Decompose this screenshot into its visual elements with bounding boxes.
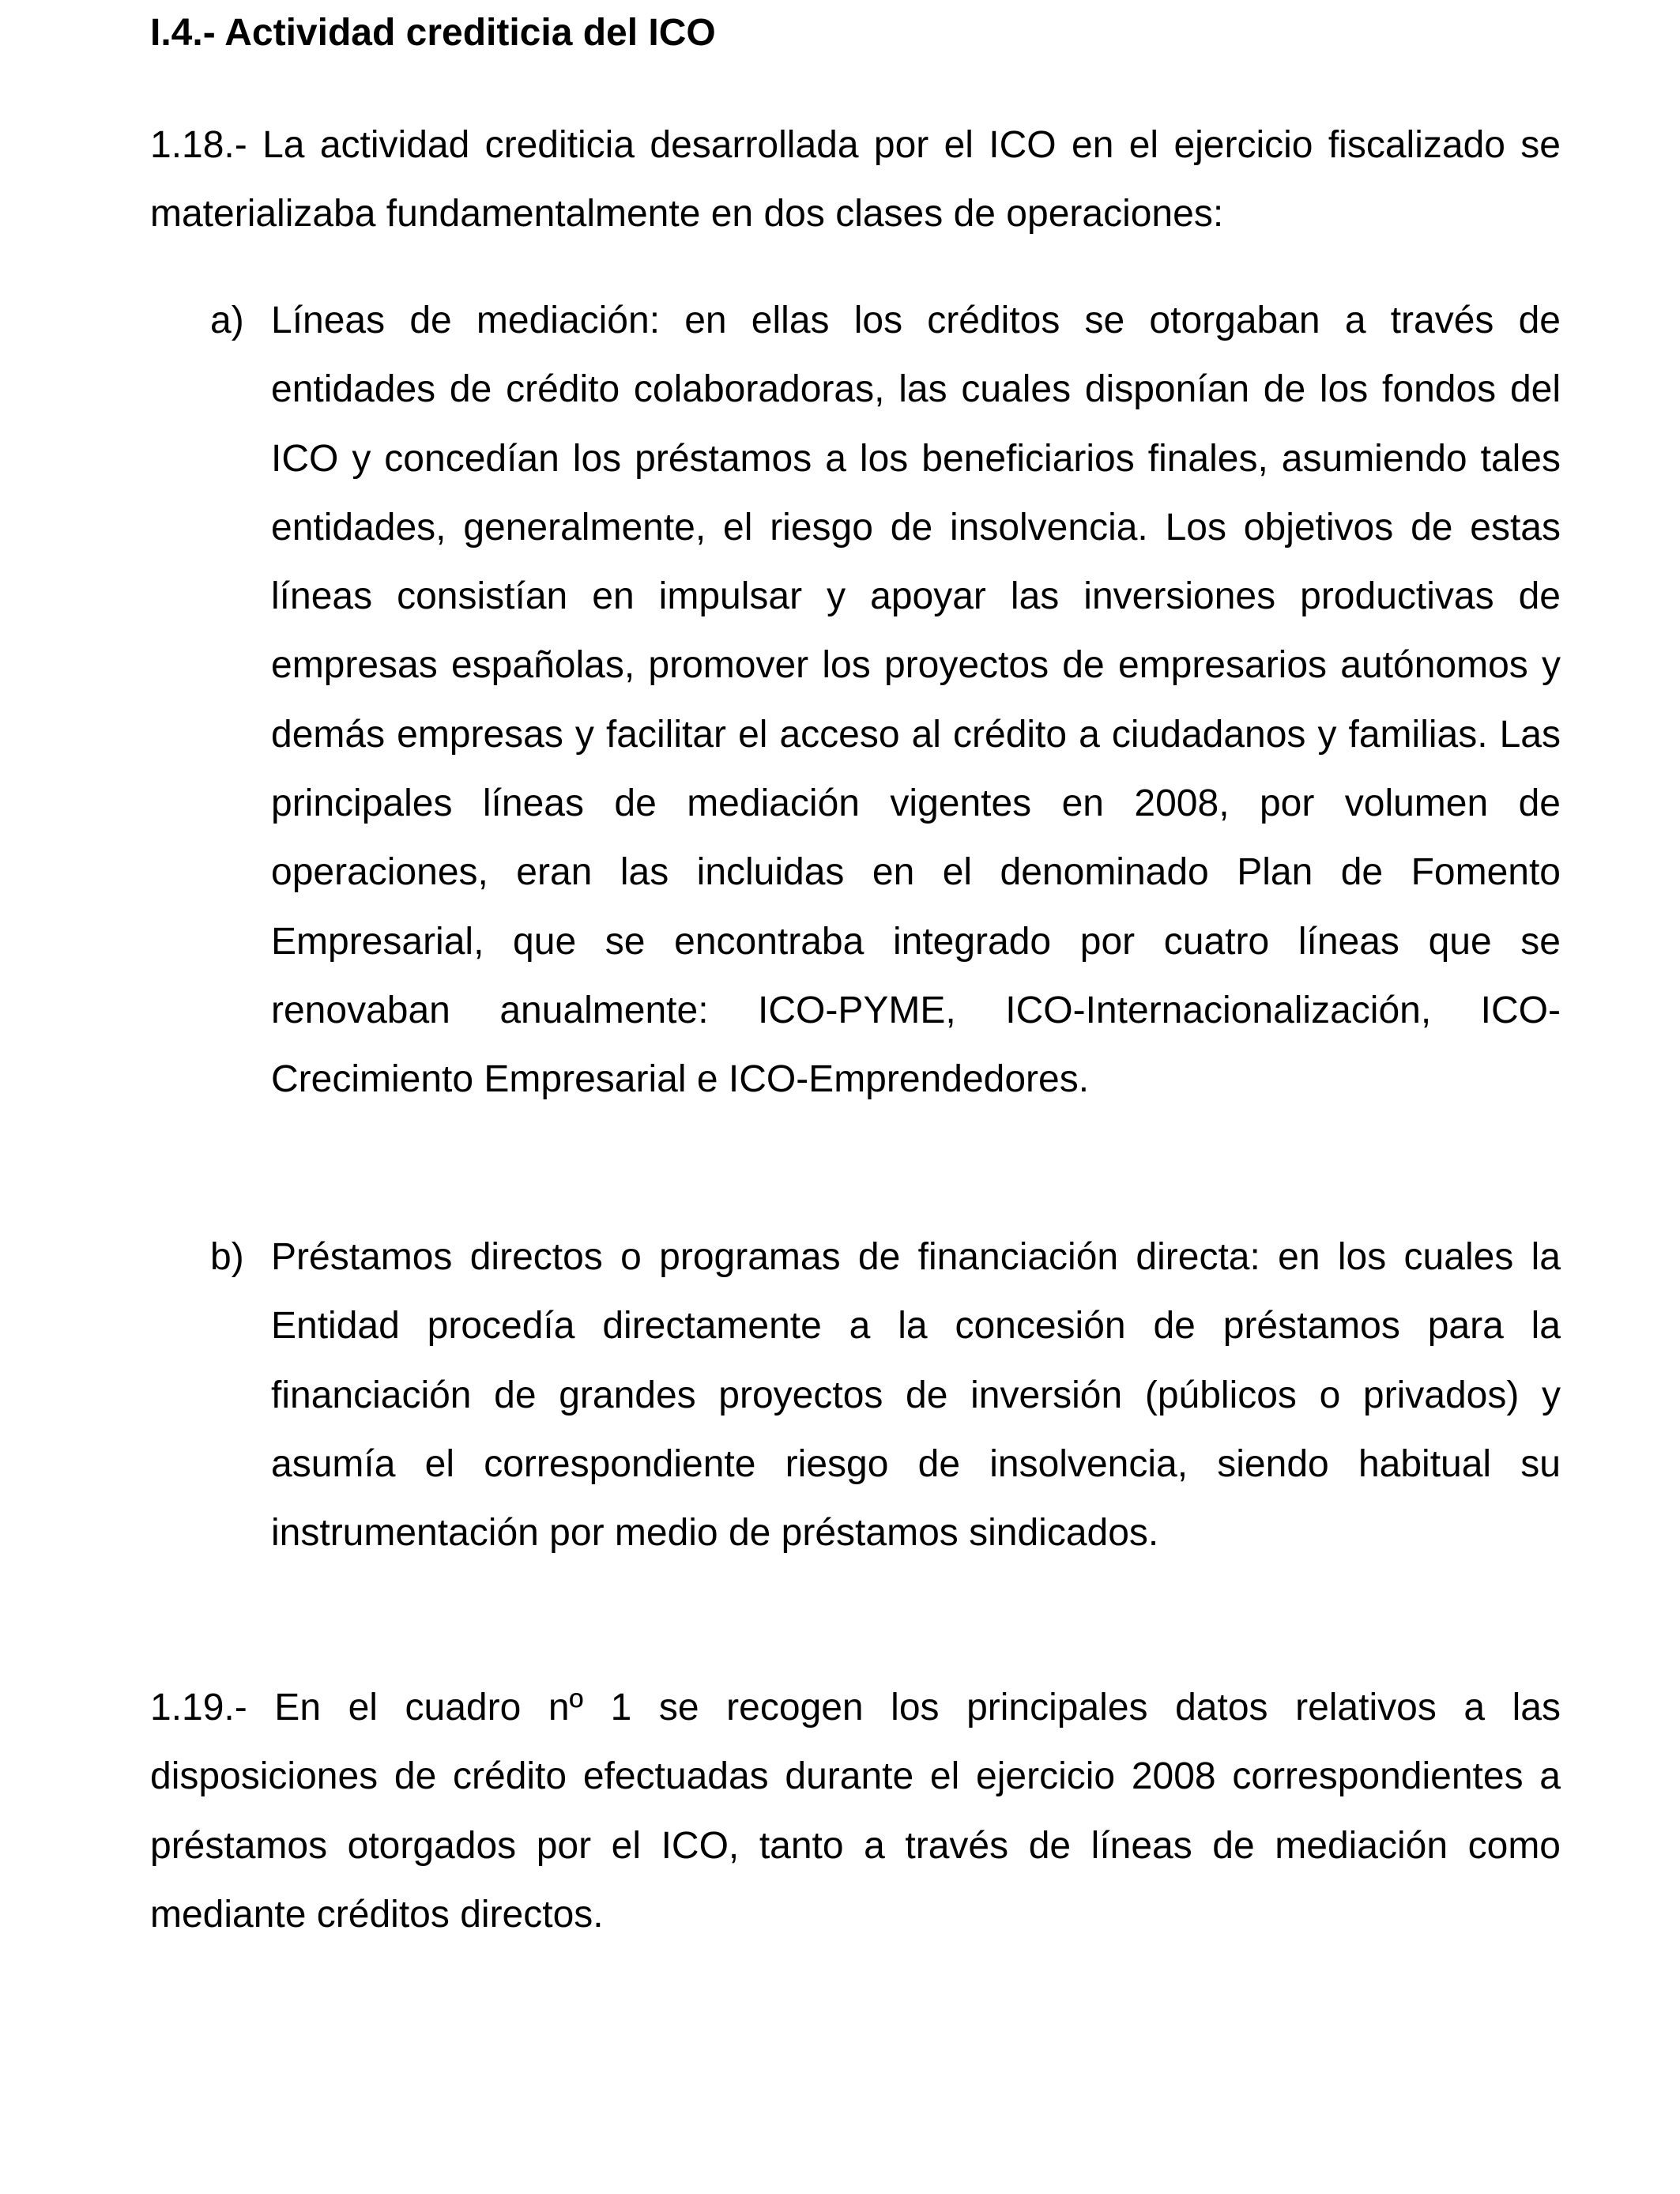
list-marker-b: b) [210, 1236, 244, 1278]
list-item-a-text: Líneas de mediación: en ellas los créditos se otorgaban a través de entidades de crédito colaboradoras, las cuales disponían de los fondos del ICO y concedían los préstamos a los beneficiarios finales, asumiendo tales entidades, generalmente, el riesgo de insolvencia. Los objetivos de estas líneas consistían en impulsar y apoyar las inversiones productivas de empresas españolas, promover los proyectos de empresarios autónomos y demás empresas y facilitar el acceso al crédito a ciudadanos y familias. Las principales líneas de mediación vigentes en 2008, por volumen de operaciones, eran las incluidas en el denominado Plan de Fomento Empresarial, que se encontraba integrado por cuatro líneas que se renovaban anualmente: ICO-PYME, ICO-Internacionalización, ICO-Crecimiento Empresarial e ICO-Emprendedores. [271, 300, 1561, 1101]
section-heading: I.4.- Actividad crediticia del ICO [150, 12, 716, 54]
paragraph-1-18: 1.18.- La actividad crediticia desarrollada por el ICO en el ejercicio fiscalizado se materializaba fundamentalmente en dos clases de operaciones: [150, 124, 1561, 236]
paragraph-1-19: 1.19.- En el cuadro nº 1 se recogen los principales datos relativos a las disposiciones de crédito efectuadas durante el ejercicio 2008 correspondientes a préstamos otorgados por el ICO, tanto a través de líneas de mediación como mediante créditos directos. [150, 1687, 1561, 1936]
list-item-b-text: Préstamos directos o programas de financiación directa: en los cuales la Entidad procedía directamente a la concesión de préstamos para la financiación de grandes proyectos de inversión (públicos o privados) y asumía el correspondiente riesgo de insolvencia, siendo habitual su instrumentación por medio de préstamos sindicados. [271, 1236, 1561, 1555]
list-marker-a: a) [210, 300, 244, 341]
